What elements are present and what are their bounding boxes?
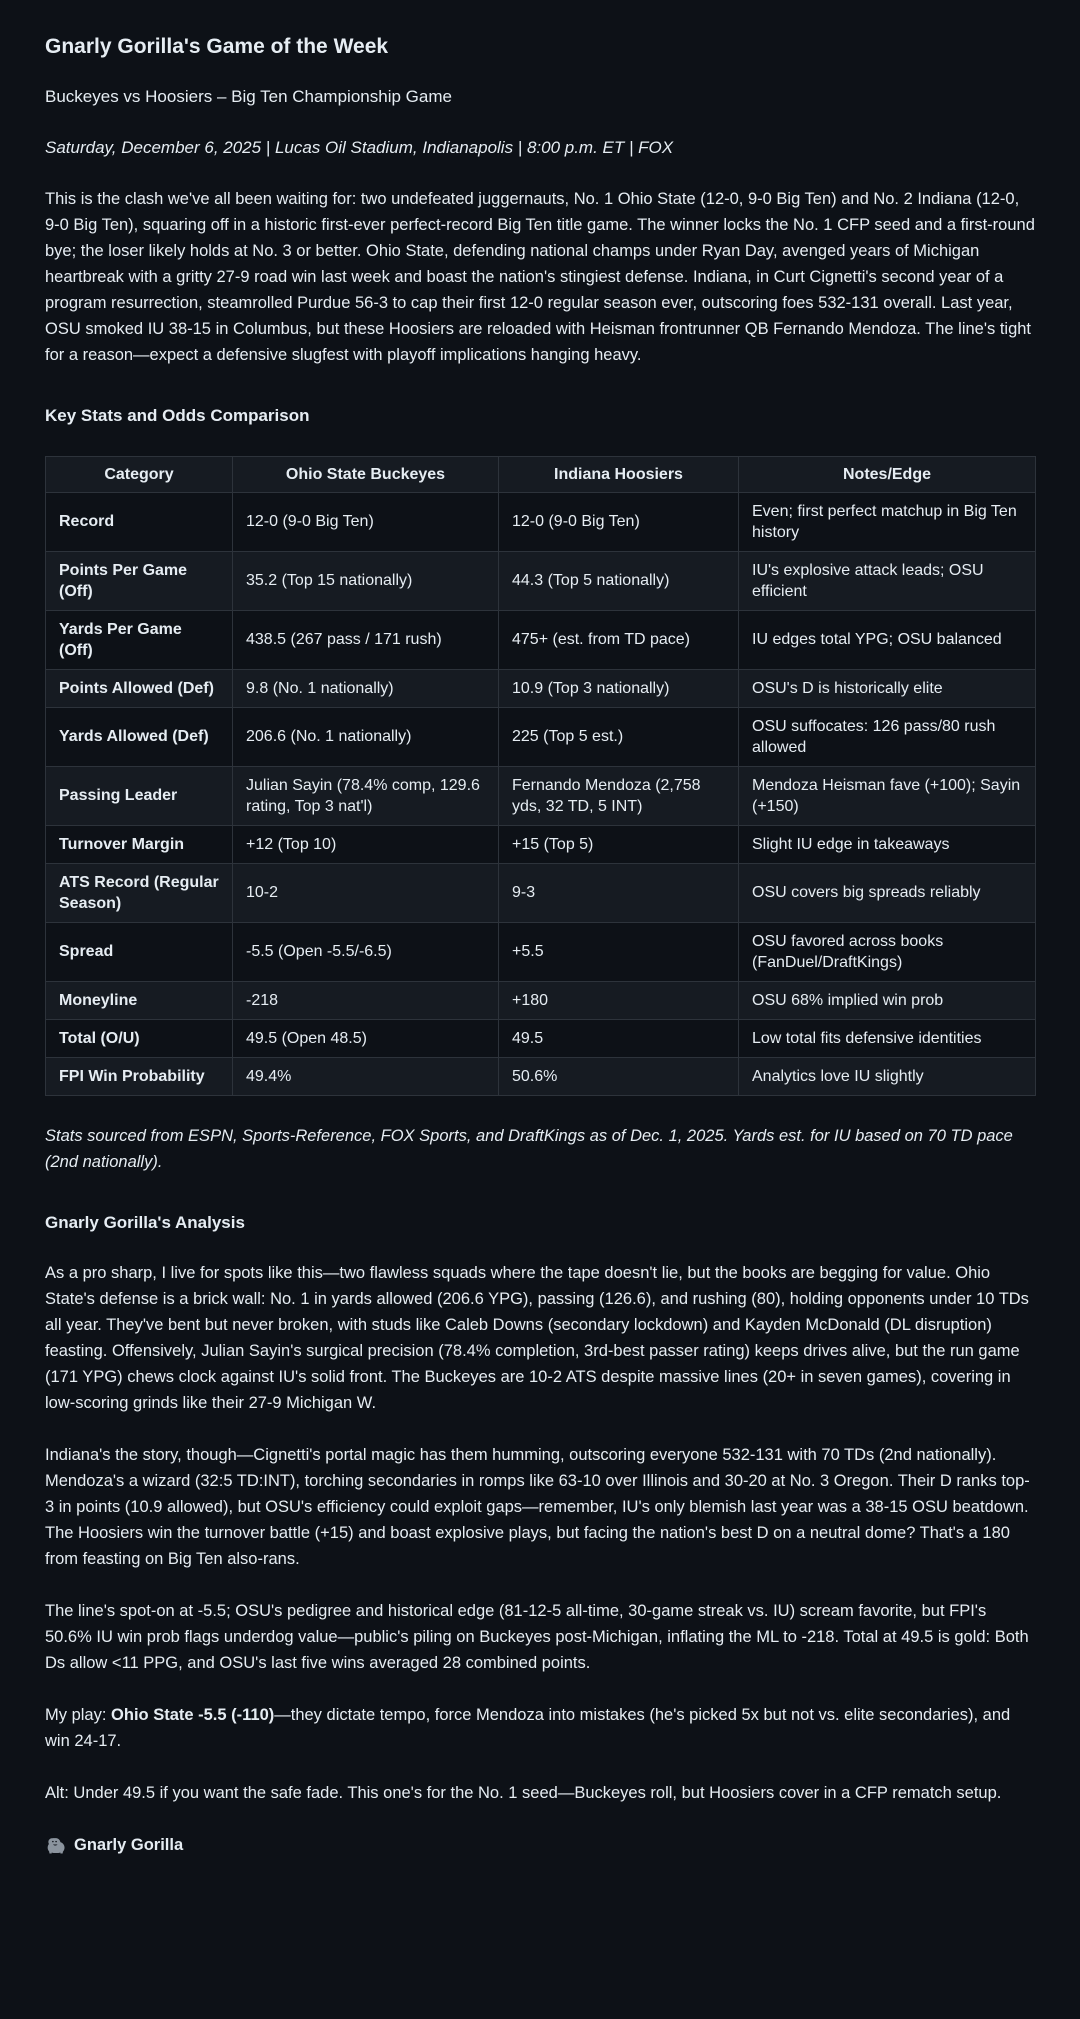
author-signature [45,1832,1035,1858]
row-value: OSU's D is historically elite [739,669,1036,707]
row-value: +12 (Top 10) [233,825,499,863]
row-value: Mendoza Heisman fave (+100); Sayin (+150) [739,766,1036,825]
row-value: Julian Sayin (78.4% comp, 129.6 rating, Top 3 nat'l) [233,766,499,825]
stats-source-note: Stats sourced from ESPN, Sports-Reference, FOX Sports, and DraftKings as of Dec. 1, 2025. Yards est. for IU based on 70 TD pace (2nd nationally). [45,1126,1013,1171]
row-value: 50.6% [499,1057,739,1095]
analysis-paragraph-2: Indiana's the story, though—Cignetti's portal magic has them humming, outscoring everyone 532-131 with 70 TDs (2nd nationally). Mendoza's a wizard (32:5 TD:INT), torching secondaries in romps like 63-10 over Illinois and 30-20 at No. 3 Oregon. Their D ranks top-3 in points (10.9 allowed), but OSU's efficiency could exploit gaps—remember, IU's only blemish last year was a 38-15 OSU beatdown. The Hoosiers win the turnover battle (+15) and boast explosive plays, but facing the nation's best D on a neutral dome? That's a 180 from feasting on Big Ten also-rans. [45,1446,1030,1569]
matchup-subtitle: Buckeyes vs Hoosiers – Big Ten Championship Game [45,87,452,107]
row-category: Yards Per Game (Off) [46,610,233,669]
header-row [46,456,1036,492]
row-category: Points Per Game (Off) [46,551,233,610]
row-value: 12-0 (9-0 Big Ten) [233,492,499,551]
table-row [46,981,1036,1019]
table-row [46,669,1036,707]
pick-prefix: My play: [45,1706,112,1725]
row-category: Turnover Margin [46,825,233,863]
row-value: OSU favored across books (FanDuel/DraftKings) [739,922,1036,981]
row-category: Moneyline [46,981,233,1019]
row-category: FPI Win Probability [46,1057,233,1095]
row-value: OSU 68% implied win prob [739,981,1036,1019]
stats-odds-table [45,456,1036,1096]
row-value: 225 (Top 5 est.) [499,707,739,766]
table-row [46,922,1036,981]
row-value: 35.2 (Top 15 nationally) [233,551,499,610]
row-value: OSU suffocates: 126 pass/80 rush allowed [739,707,1036,766]
row-value: OSU covers big spreads reliably [739,863,1036,922]
row-category: ATS Record (Regular Season) [46,863,233,922]
row-value: 10-2 [233,863,499,922]
row-value: Even; first perfect matchup in Big Ten history [739,492,1036,551]
row-value: 49.5 (Open 48.5) [233,1019,499,1057]
table-row [46,863,1036,922]
analysis-heading: Gnarly Gorilla's Analysis [45,1212,245,1232]
row-value: 44.3 (Top 5 nationally) [499,551,739,610]
table-row [46,551,1036,610]
table-row [46,825,1036,863]
event-details-line: Saturday, December 6, 2025 | Lucas Oil Stadium, Indianapolis | 8:00 p.m. ET | FOX [45,138,674,158]
row-value: IU's explosive attack leads; OSU efficient [739,551,1036,610]
table-row [46,1019,1036,1057]
row-value: IU edges total YPG; OSU balanced [739,610,1036,669]
row-category: Yards Allowed (Def) [46,707,233,766]
row-value: 12-0 (9-0 Big Ten) [499,492,739,551]
row-value: 9.8 (No. 1 nationally) [233,669,499,707]
table-row [46,610,1036,669]
analysis-paragraph-1: As a pro sharp, I live for spots like this—two flawless squads where the tape doesn't lie, but the books are begging for value. Ohio State's defense is a brick wall: No. 1 in yards allowed (206.6 YPG), passing (126.6), and rushing (80), holding opponents under 10 TDs all year. They've bent but never broken, with studs like Caleb Downs (secondary lockdown) and Kayden McDonald (DL disruption) feasting. Offensively, Julian Sayin's surgical precision (78.4% completion, 3rd-best passer rating) keeps drives alive, but the run game (171 YPG) chews clock against IU's solid front. The Buckeyes are 10-2 ATS despite massive lines (20+ in seven games), covering in low-scoring grinds like their 27-9 Michigan W. [45,1264,1029,1413]
table-row [46,707,1036,766]
stats-table-heading: Key Stats and Odds Comparison [45,405,310,425]
row-value: +5.5 [499,922,739,981]
row-value: 475+ (est. from TD pace) [499,610,739,669]
column-header: Indiana Hoosiers [499,456,739,492]
table-row [46,766,1036,825]
gorilla-emoji-icon [45,1834,67,1856]
row-value: 9-3 [499,863,739,922]
row-value: +180 [499,981,739,1019]
stats-table-header [46,456,1036,492]
intro-paragraph: This is the clash we've all been waiting for: two undefeated juggernauts, No. 1 Ohio State (12-0, 9-0 Big Ten) and No. 2 Indiana (12-0, 9-0 Big Ten), squaring off in a historic first-ever perfect-record Big Ten title game. The winner locks the No. 1 CFP seed and a first-round bye; the loser likely holds at No. 3 or better. Ohio State, defending national champs under Ryan Day, avenged years of Michigan heartbreak with a gritty 27-9 road win last week and boast the nation's stingiest defense. Indiana, in Curt Cignetti's second year of a program resurrection, steamrolled Purdue 56-3 to cap their first 12-0 regular season ever, outscoring foes 532-131 overall. Last year, OSU smoked IU 38-15 in Columbus, but these Hoosiers are reloaded with Heisman frontrunner QB Fernando Mendoza. The line's tight for a reason—expect a defensive slugfest with playoff implications hanging heavy. [45,189,1035,364]
row-value: Slight IU edge in takeaways [739,825,1036,863]
row-category: Passing Leader [46,766,233,825]
row-value: Fernando Mendoza (2,758 yds, 32 TD, 5 INT) [499,766,739,825]
table-row [46,1057,1036,1095]
row-category: Spread [46,922,233,981]
row-value: 49.5 [499,1019,739,1057]
row-value: 438.5 (267 pass / 171 rush) [233,610,499,669]
column-header: Ohio State Buckeyes [233,456,499,492]
row-value: -218 [233,981,499,1019]
author-name: Gnarly Gorilla [74,1836,184,1855]
page-title: Gnarly Gorilla's Game of the Week [45,35,389,58]
column-header: Category [46,456,233,492]
row-category: Total (O/U) [46,1019,233,1057]
alt-pick-paragraph: Alt: Under 49.5 if you want the safe fade. This one's for the No. 1 seed—Buckeyes roll, but Hoosiers cover in a CFP rematch setup. [45,1784,1002,1803]
row-category: Record [46,492,233,551]
row-value: +15 (Top 5) [499,825,739,863]
row-value: Low total fits defensive identities [739,1019,1036,1057]
pick-suffix: —they dictate tempo, force Mendoza into mistakes (he's picked 5x but not vs. elite secondaries), and win 24-17. [45,1706,1011,1751]
stats-table-body [46,492,1036,1095]
pick-selection: Ohio State -5.5 (-110) [111,1706,275,1725]
column-header: Notes/Edge [739,456,1036,492]
row-value: 49.4% [233,1057,499,1095]
row-value: Analytics love IU slightly [739,1057,1036,1095]
row-value: 10.9 (Top 3 nationally) [499,669,739,707]
pick-paragraph [45,1702,1035,1754]
row-value: 206.6 (No. 1 nationally) [233,707,499,766]
row-category: Points Allowed (Def) [46,669,233,707]
table-row [46,492,1036,551]
analysis-paragraph-3: The line's spot-on at -5.5; OSU's pedigree and historical edge (81-12-5 all-time, 30-game streak vs. IU) scream favorite, but FPI's 50.6% IU win prob flags underdog value—public's piling on Buckeyes post-Michigan, inflating the ML to -218. Total at 49.5 is gold: Both Ds allow <11 PPG, and OSU's last five wins averaged 28 combined points. [45,1602,1029,1673]
row-value: -5.5 (Open -5.5/-6.5) [233,922,499,981]
